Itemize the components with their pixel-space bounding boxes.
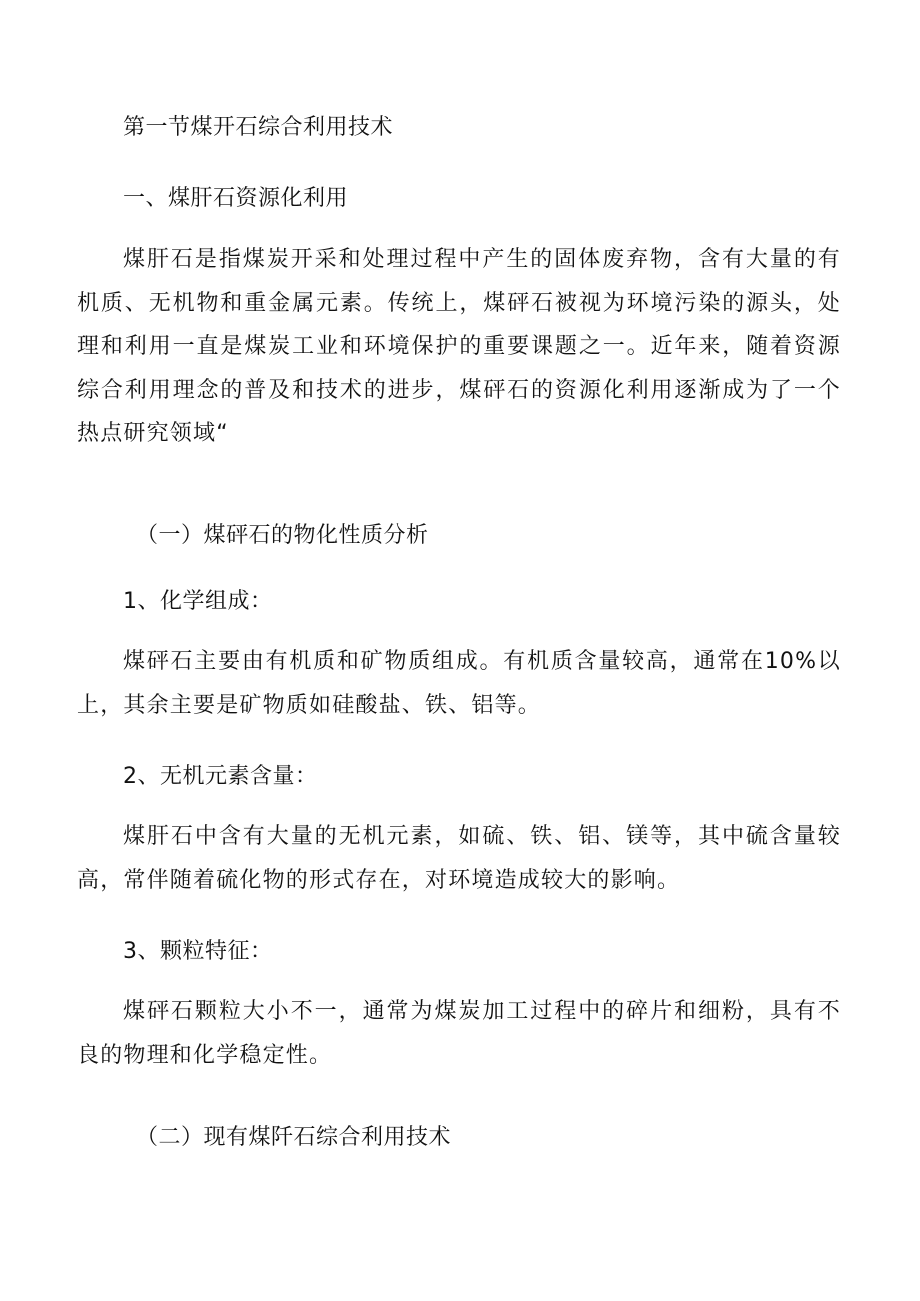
item-2-title: 2、无机元素含量： <box>123 764 318 789</box>
section-title: 第一节煤开石综合利用技术 <box>123 115 394 140</box>
subheading-physicochemical-analysis: （一）煤砰石的物化性质分析 <box>136 523 429 548</box>
item-1-body: 煤砰石主要由有机质和矿物质组成。有机质含量较高，通常在10%以上，其余主要是矿物质如硅酸盐、铁、铝等。 <box>77 649 841 718</box>
intro-paragraph: 煤肝石是指煤炭开采和处理过程中产生的固体废弃物，含有大量的有机质、无机物和重金属元素。传统上，煤砰石被视为环境污染的源头，处理和利用一直是煤炭工业和环境保护的重要课题之一。近年来，随着资源综合利用理念的普及和技术的进步，煤砰石的资源化利用逐渐成为了一个热点研究领域“ <box>77 247 841 446</box>
heading-resource-utilization: 一、煤肝石资源化利用 <box>123 186 349 211</box>
item-1-title: 1、化学组成： <box>123 589 273 614</box>
subheading-existing-technologies: （二）现有煤阡石综合利用技术 <box>136 1125 452 1150</box>
item-2-body: 煤肝石中含有大量的无机元素，如硫、铁、铝、镁等，其中硫含量较高，常伴随着硫化物的形式存在，对环境造成较大的影响。 <box>77 824 841 893</box>
item-3-title: 3、颗粒特征： <box>123 939 273 964</box>
item-3-body: 煤砰石颗粒大小不一，通常为煤炭加工过程中的碎片和细粉，具有不良的物理和化学稳定性。 <box>77 999 841 1068</box>
